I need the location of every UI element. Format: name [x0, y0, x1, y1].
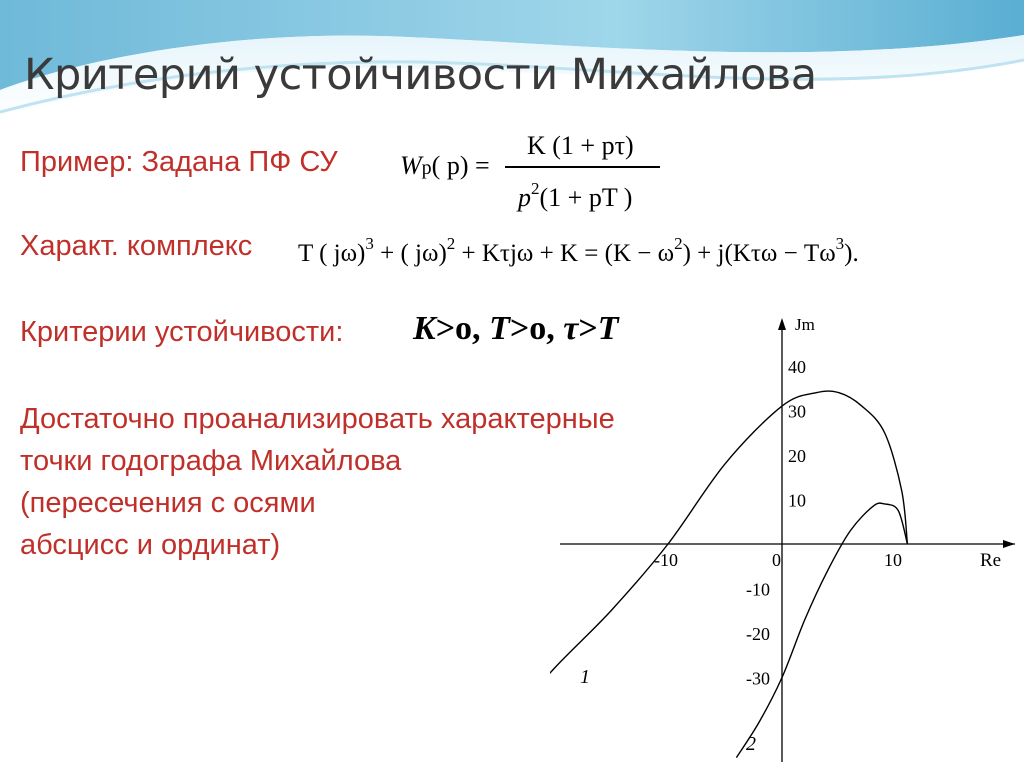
- example-label: Пример: Задана ПФ СУ: [20, 146, 338, 178]
- complex-part-3: + Kτjω + K = (K − ω: [455, 240, 675, 267]
- curve-label-2: 2: [746, 733, 756, 755]
- y-tick-label: -20: [746, 624, 770, 644]
- x-tick-label: 0: [772, 550, 781, 570]
- y-tick-label: -30: [746, 668, 770, 689]
- y-tick-label: 20: [788, 446, 806, 466]
- transfer-function-numerator: K (1 + pτ): [527, 131, 634, 160]
- criteria-k-relation: >o,: [435, 310, 490, 347]
- complex-part-1: T ( jω): [298, 240, 366, 267]
- fraction-line: [505, 166, 660, 168]
- x-axis-label: Re: [980, 550, 1002, 571]
- denominator-exponent: 2: [531, 179, 540, 198]
- x-tick-label: 10: [884, 550, 902, 570]
- criteria-t-relation: >o,: [509, 310, 564, 347]
- formula-w-subscript: p: [421, 157, 432, 179]
- y-tick-label: 30: [788, 401, 806, 422]
- formula-args: ( p) =: [431, 151, 490, 180]
- analysis-paragraph: [20, 398, 615, 566]
- x-axis-arrow: [1003, 540, 1015, 548]
- complex-part-4: ) + j(Kτω − Tω: [682, 240, 836, 267]
- y-axis-label: Jm: [795, 315, 815, 334]
- complex-exp-2: 2: [446, 234, 456, 253]
- criteria-tau: τ: [563, 310, 579, 347]
- complex-part-2: + ( jω): [373, 240, 447, 267]
- characteristic-complex-label: Характ. комплекс: [20, 230, 253, 262]
- analysis-line: абсцисс и ординат): [20, 529, 281, 561]
- y-tick-label: 40: [788, 357, 806, 377]
- y-axis-arrow: [778, 318, 786, 330]
- characteristic-complex-expression: [298, 235, 859, 266]
- y-tick-label: -10: [746, 579, 770, 600]
- transfer-function-lhs: [400, 153, 490, 179]
- criteria-t: T: [489, 310, 510, 347]
- complex-exp-3: 2: [674, 234, 683, 253]
- complex-exp-4: 3: [835, 234, 845, 253]
- complex-part-5: ).: [844, 240, 859, 267]
- complex-exp-1: 3: [365, 234, 374, 253]
- formula-w: W: [400, 151, 422, 180]
- denominator-p: p: [518, 183, 531, 212]
- slide-title: Критерий устойчивости Михайлова: [24, 50, 817, 100]
- criteria-t-2: T: [597, 310, 619, 347]
- analysis-line: точки годографа Михайлова: [20, 445, 402, 477]
- stability-criteria-label: Критерии устойчивости:: [20, 316, 344, 348]
- x-tick-label: -10: [654, 550, 678, 570]
- denominator-rest: (1 + pT ): [539, 183, 633, 212]
- criteria-tau-relation: >: [578, 310, 598, 347]
- mikhailov-hodograph-chart: [550, 300, 1024, 767]
- transfer-function-denominator: [518, 180, 632, 211]
- analysis-line: (пересечения с осями: [20, 487, 316, 519]
- analysis-line: Достаточно проанализировать характерные: [20, 403, 615, 435]
- y-tick-label: 10: [788, 490, 806, 511]
- hodograph-curve-1: [550, 391, 907, 722]
- curve-label-1: 1: [580, 666, 590, 688]
- criteria-k: K: [413, 310, 436, 347]
